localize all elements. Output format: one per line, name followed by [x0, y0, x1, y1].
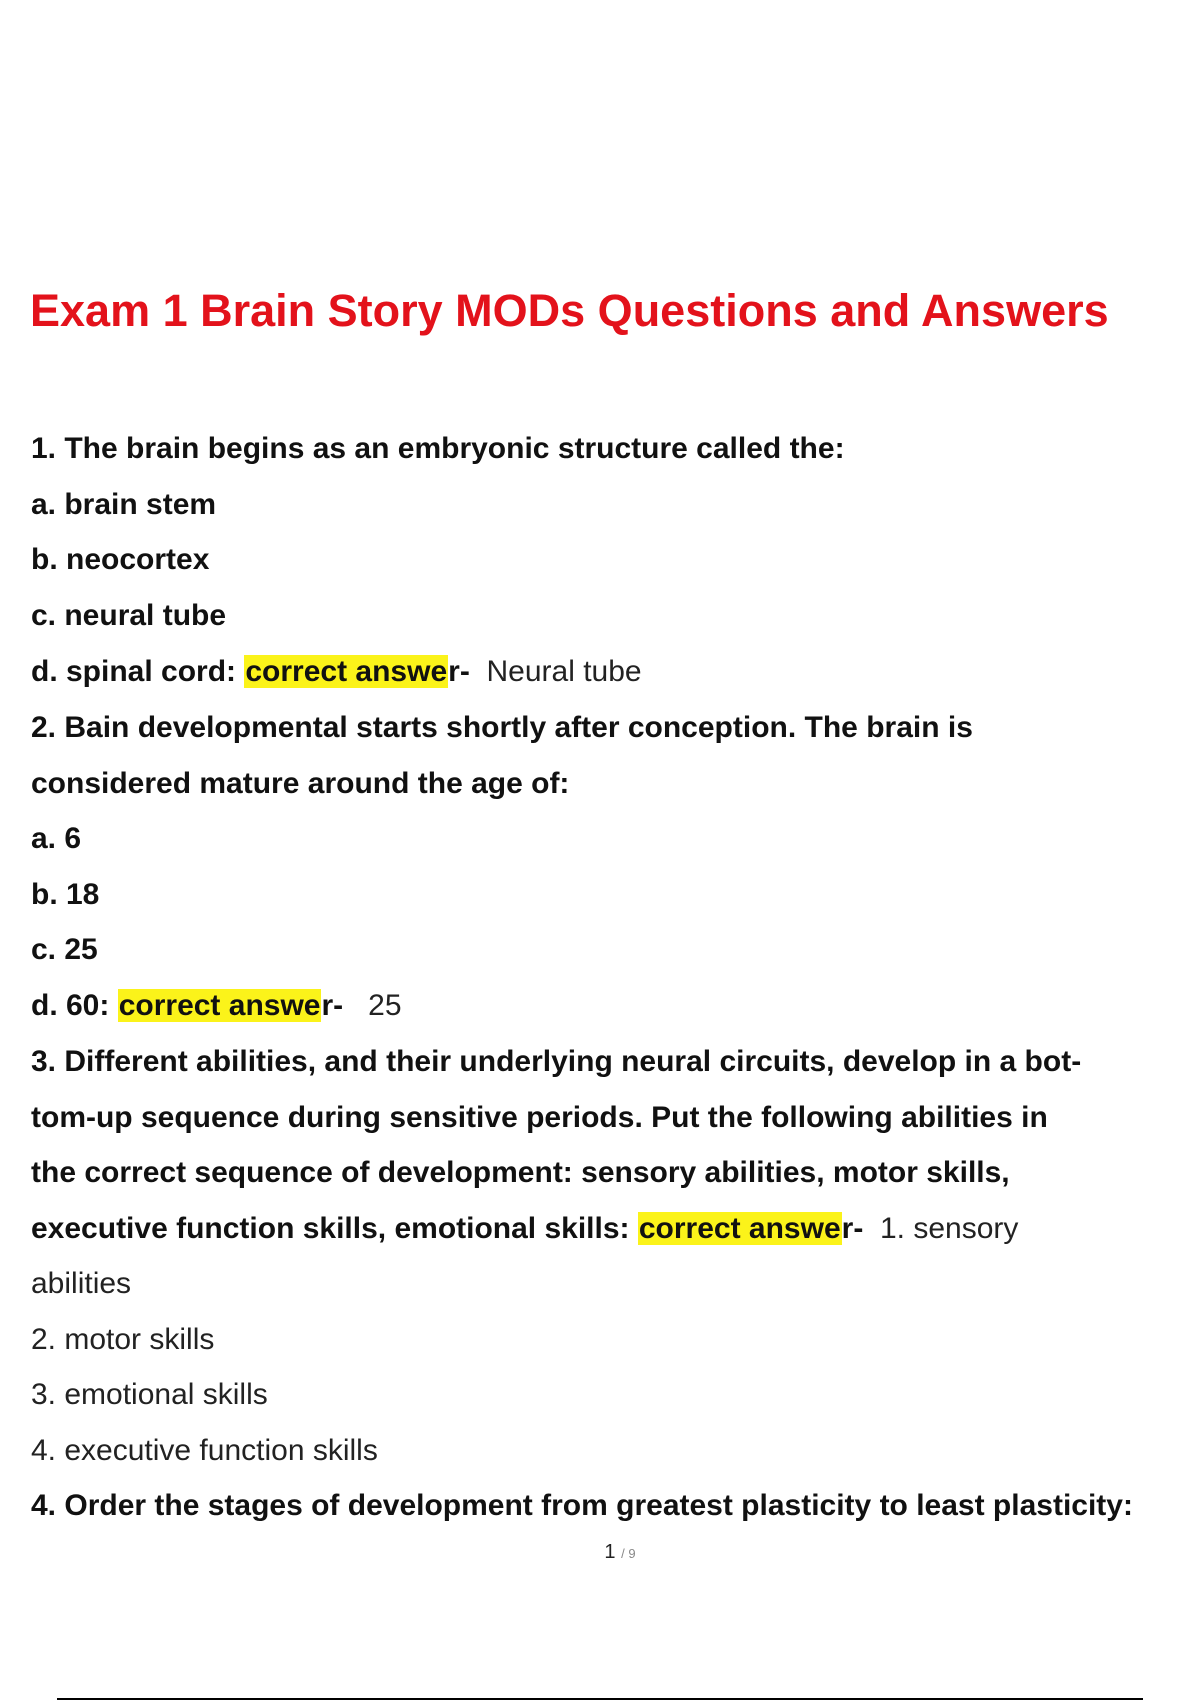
- question-3-answer-item-4: 4. executive function skills: [31, 1434, 378, 1467]
- question-1-option-a: a. brain stem: [31, 488, 217, 521]
- question-2-prompt-line-2: considered mature around the age of:: [31, 767, 570, 800]
- question-2-prompt-line-1: 2. Bain developmental starts shortly after conception. The brain is: [31, 711, 973, 744]
- question-3-prompt-line-1: 3. Different abilities, and their underlying neural circuits, develop in a bot-: [31, 1045, 1082, 1078]
- correct-answer-highlight: correct answe: [245, 655, 448, 688]
- question-1-option-d-line: [31, 651, 642, 693]
- page-total: / 9: [621, 1546, 636, 1561]
- question-3-answer-item-1: 1. sensory: [879, 1212, 1019, 1245]
- page-indicator: [0, 1541, 1200, 1564]
- question-3-answer-item-3: 3. emotional skills: [31, 1378, 268, 1411]
- correct-answer-suffix: r-: [841, 1212, 864, 1245]
- question-3-prompt-line-4-text: executive function skills, emotional skills:: [31, 1212, 638, 1245]
- question-4-prompt: 4. Order the stages of development from greatest plasticity to least plasticity:: [31, 1489, 1133, 1522]
- question-1-option-c: c. neural tube: [31, 599, 227, 632]
- question-1-answer: Neural tube: [486, 655, 642, 688]
- question-3-prompt-line-2: tom-up sequence during sensitive periods. Put the following abilities in: [31, 1101, 1048, 1134]
- correct-answer-suffix: r-: [321, 989, 344, 1022]
- correct-answer-highlight: correct answe: [638, 1212, 841, 1245]
- question-3-prompt-line-4: [31, 1208, 1018, 1250]
- question-2-option-d: d. 60:: [31, 989, 118, 1022]
- question-2-option-d-line: [31, 985, 402, 1027]
- question-3-prompt-line-3: the correct sequence of development: sensory abilities, motor skills,: [31, 1156, 1010, 1189]
- question-3-answer-item-1-cont: abilities: [31, 1267, 132, 1300]
- question-1-option-b: b. neocortex: [31, 543, 210, 576]
- correct-answer-highlight: correct answe: [118, 989, 321, 1022]
- question-3-answer-item-2: 2. motor skills: [31, 1323, 215, 1356]
- document-title: Exam 1 Brain Story MODs Questions and Answers: [30, 285, 1109, 336]
- question-2-answer: 25: [368, 989, 402, 1022]
- question-2-option-b: b. 18: [31, 878, 100, 911]
- question-2-option-c: c. 25: [31, 933, 98, 966]
- correct-answer-suffix: r-: [448, 655, 470, 688]
- question-1-option-d: d. spinal cord:: [31, 655, 245, 688]
- question-2-option-a: a. 6: [31, 822, 82, 855]
- question-1-prompt: 1. The brain begins as an embryonic structure called the:: [31, 432, 845, 465]
- page-current: 1: [604, 1541, 616, 1563]
